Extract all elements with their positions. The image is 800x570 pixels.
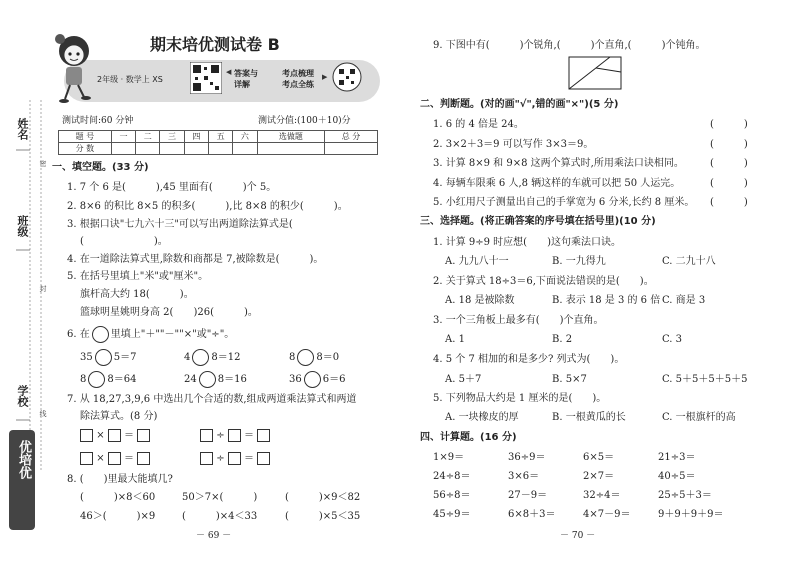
choice-option[interactable]: C. 二九十八 bbox=[662, 256, 716, 267]
choice-option[interactable]: A. 九九八十一 bbox=[445, 256, 509, 267]
answer-box[interactable] bbox=[108, 452, 121, 465]
q6-operand: 35 bbox=[80, 352, 93, 363]
question-1-7: 7. 从 18,27,3,9,6 中选出几个合适的数,组成两道乘法算式和两道 bbox=[67, 394, 357, 405]
score-cell: 四 bbox=[184, 131, 208, 143]
question-1-5b: 篮球明星姚明身高 2( )26( )。 bbox=[80, 307, 258, 318]
angle-figure bbox=[568, 56, 622, 90]
divide-sign: ÷ bbox=[216, 430, 225, 441]
operator-circle[interactable] bbox=[92, 326, 109, 343]
judge-item: 5. 小红用尺子测量出自己的手掌宽为 6 分米,长约 8 厘米。 bbox=[433, 197, 695, 208]
answer-box[interactable] bbox=[80, 429, 93, 442]
section4-header: 四、计算题。(16 分) bbox=[420, 432, 517, 443]
calc-item: 56÷8＝ bbox=[433, 490, 471, 501]
q8-item: ( )×4＜33 bbox=[182, 511, 258, 522]
calc-item: 2×7＝ bbox=[583, 471, 615, 482]
score-cell: 五 bbox=[208, 131, 232, 143]
review-label-1: 考点梳理 bbox=[282, 69, 314, 78]
answer-box[interactable] bbox=[200, 452, 213, 465]
question-1-3-cont: ( )。 bbox=[80, 236, 168, 247]
score-cell: 总 分 bbox=[325, 131, 378, 143]
page-title: 期末培优测试卷 B bbox=[150, 35, 280, 54]
choice-option[interactable]: C. 一根旗杆的高 bbox=[662, 412, 736, 423]
choice-option[interactable]: C. 5＋5＋5＋5＋5 bbox=[662, 374, 748, 385]
calc-item: 27－9＝ bbox=[508, 490, 548, 501]
side-label-class: 班级 bbox=[16, 215, 29, 237]
equals-sign: ＝ bbox=[243, 430, 254, 441]
q6-item bbox=[289, 349, 339, 366]
score-cell: 六 bbox=[233, 131, 257, 143]
score-cell: 二 bbox=[136, 131, 160, 143]
calc-item: 9＋9＋9＋9＝ bbox=[658, 509, 724, 520]
score-table bbox=[58, 130, 378, 155]
answer-box[interactable] bbox=[228, 429, 241, 442]
choice-option[interactable]: B. 一根黄瓜的长 bbox=[552, 412, 626, 423]
q6-post: 里填上"＋""－""×"或"÷"。 bbox=[110, 329, 235, 340]
q6-operand: 36 bbox=[289, 374, 302, 385]
times-sign: × bbox=[96, 453, 105, 464]
judge-item: 1. 6 的 4 倍是 24。 bbox=[433, 119, 524, 130]
brand-logo bbox=[9, 430, 35, 530]
answer-label-2: 详解 bbox=[234, 80, 250, 89]
choice-question: 1. 计算 9÷9 时应想( )这句乘法口诀。 bbox=[433, 237, 621, 248]
judge-item: 2. 3×2＋3＝9 可以写作 3×3＝9。 bbox=[433, 139, 594, 150]
calc-item: 40÷5＝ bbox=[658, 471, 696, 482]
q6-result: 8＝64 bbox=[107, 374, 137, 385]
question-1-9: 9. 下图中有( )个锐角,( )个直角,( )个钝角。 bbox=[433, 40, 706, 51]
qr-code-icon bbox=[190, 62, 222, 94]
operator-circle[interactable] bbox=[199, 371, 216, 388]
divide-sign: ÷ bbox=[216, 453, 225, 464]
choice-option[interactable]: C. 3 bbox=[662, 334, 683, 345]
q6-operand: 8 bbox=[80, 374, 87, 385]
operator-circle[interactable] bbox=[304, 371, 321, 388]
side-label-name: 姓名 bbox=[16, 118, 29, 140]
judge-paren[interactable]: ( ) bbox=[710, 139, 748, 150]
answer-label-1: 答案与 bbox=[234, 69, 258, 78]
question-1-3: 3. 根据口诀"七九六十三"可以写出两道除法算式是( bbox=[67, 219, 363, 230]
calc-item: 4×7－9＝ bbox=[583, 509, 631, 520]
answer-box[interactable] bbox=[200, 429, 213, 442]
choice-option[interactable]: A. 一块橡皮的厚 bbox=[445, 412, 519, 423]
answer-box[interactable] bbox=[108, 429, 121, 442]
q8-item: 50＞7×( ) bbox=[182, 492, 258, 503]
q8-item: ( )×9＜82 bbox=[285, 492, 361, 503]
equals-sign: ＝ bbox=[123, 430, 134, 441]
operator-circle[interactable] bbox=[192, 349, 209, 366]
brand-text: 优培优 bbox=[16, 440, 31, 479]
review-arrow-icon: ▶ bbox=[322, 73, 328, 81]
score-input-cell[interactable] bbox=[184, 143, 208, 155]
section3-header: 三、选择题。(将正确答案的序号填在括号里)(10 分) bbox=[420, 216, 656, 227]
score-input-cell[interactable] bbox=[111, 143, 135, 155]
question-1-2: 2. 8×6 的积比 8×5 的积多( ),比 8×8 的积少( )。 bbox=[67, 201, 348, 212]
binding-strip bbox=[0, 0, 47, 570]
score-table-score-row bbox=[59, 143, 378, 155]
q6-result: 8＝0 bbox=[316, 352, 340, 363]
q7-divide-row bbox=[200, 452, 270, 465]
q6-operand: 8 bbox=[289, 352, 296, 363]
page-number-left: － 69 － bbox=[196, 531, 232, 541]
judge-item: 3. 计算 8×9 和 9×8 这两个算式时,所用乘法口诀相同。 bbox=[433, 158, 684, 169]
q6-result: 6＝6 bbox=[322, 374, 346, 385]
q8-item: ( )×5＜35 bbox=[285, 511, 361, 522]
q8-item: ( )×8＜60 bbox=[80, 492, 156, 503]
choice-option[interactable]: B. 一九得九 bbox=[552, 256, 606, 267]
score-cell: 一 bbox=[111, 131, 135, 143]
score-input-cell[interactable] bbox=[233, 143, 257, 155]
calc-item: 6×8＋3＝ bbox=[508, 509, 556, 520]
calc-item: 45÷9＝ bbox=[433, 509, 471, 520]
question-1-1: 1. 7 个 6 是( ),45 里面有( )个 5。 bbox=[67, 182, 277, 193]
grade-label: 2年级 · 数学上 XS bbox=[97, 75, 163, 84]
choice-option[interactable]: A. 5＋7 bbox=[445, 374, 482, 385]
seal-mark: 密 bbox=[39, 160, 47, 167]
calc-item: 6×5＝ bbox=[583, 452, 615, 463]
calc-item: 24÷8＝ bbox=[433, 471, 471, 482]
score-cell: 题 号 bbox=[59, 131, 112, 143]
q6-operand: 4 bbox=[184, 352, 191, 363]
choice-option[interactable]: B. 5×7 bbox=[552, 374, 587, 385]
choice-question: 5. 下列物品大约是 1 厘米的是( )。 bbox=[433, 393, 607, 404]
section2-header: 二、判断题。(对的画"√",错的画"×")(5 分) bbox=[420, 99, 619, 110]
calc-item: 36÷9＝ bbox=[508, 452, 546, 463]
answer-box[interactable] bbox=[257, 452, 270, 465]
score-input-cell[interactable] bbox=[325, 143, 378, 155]
calc-item: 32÷4＝ bbox=[583, 490, 621, 501]
score-input-cell[interactable] bbox=[208, 143, 232, 155]
calc-item: 25÷5＋3＝ bbox=[658, 490, 712, 501]
choice-question: 2. 关于算式 18÷3＝6,下面说法错误的是( )。 bbox=[433, 276, 654, 287]
times-sign: × bbox=[96, 430, 105, 441]
right-page bbox=[400, 0, 800, 570]
page-number-right: － 70 － bbox=[560, 531, 596, 541]
equals-sign: ＝ bbox=[243, 453, 254, 464]
calc-item: 3×6＝ bbox=[508, 471, 540, 482]
answer-box[interactable] bbox=[228, 452, 241, 465]
score-cell: 分 数 bbox=[59, 143, 112, 155]
q6-item bbox=[184, 371, 247, 388]
operator-circle[interactable] bbox=[297, 349, 314, 366]
q8-item: 46＞( )×9 bbox=[80, 511, 156, 522]
choice-option[interactable]: C. 商是 3 bbox=[662, 295, 706, 306]
q7-multiply-row bbox=[80, 452, 150, 465]
choice-option[interactable]: B. 表示 18 是 3 的 6 倍 bbox=[552, 295, 661, 306]
q7-multiply-row bbox=[80, 429, 150, 442]
test-score: 测试分值:(100＋10)分 bbox=[258, 116, 351, 126]
score-table-header-row bbox=[59, 131, 378, 143]
score-cell: 选做题 bbox=[257, 131, 325, 143]
answer-box[interactable] bbox=[257, 429, 270, 442]
q6-item bbox=[80, 349, 136, 366]
question-1-7-cont: 除法算式。(8 分) bbox=[80, 411, 158, 422]
question-1-8: 8. ( )里最大能填几? bbox=[67, 474, 173, 485]
calc-item: 1×9＝ bbox=[433, 452, 465, 463]
q6-item bbox=[289, 371, 345, 388]
choice-question: 3. 一个三角板上最多有( )个直角。 bbox=[433, 315, 604, 326]
operator-circle[interactable] bbox=[95, 349, 112, 366]
score-cell: 三 bbox=[160, 131, 184, 143]
question-1-5: 5. 在括号里填上"米"或"厘米"。 bbox=[67, 271, 209, 282]
score-input-cell[interactable] bbox=[136, 143, 160, 155]
review-label-2: 考点全练 bbox=[282, 80, 314, 89]
question-1-6 bbox=[67, 326, 234, 343]
judge-item: 4. 每辆车限乘 6 人,8 辆这样的车就可以把 50 人运完。 bbox=[433, 178, 681, 189]
q6-result: 8＝16 bbox=[217, 374, 247, 385]
judge-paren[interactable]: ( ) bbox=[710, 119, 748, 130]
q6-result: 5＝7 bbox=[113, 352, 137, 363]
q6-pre: 6. 在 bbox=[67, 329, 90, 340]
q6-item bbox=[184, 349, 240, 366]
side-label-school: 学校 bbox=[16, 385, 29, 407]
choice-question: 4. 5 个 7 相加的和是多少? 列式为( )。 bbox=[433, 354, 625, 365]
seal-mark-3: 线 bbox=[39, 410, 47, 417]
choice-option[interactable]: A. 1 bbox=[445, 334, 465, 345]
qr-code-round-icon bbox=[332, 62, 362, 92]
judge-paren[interactable]: ( ) bbox=[710, 197, 748, 208]
choice-option[interactable]: B. 2 bbox=[552, 334, 573, 345]
answer-box[interactable] bbox=[137, 429, 150, 442]
q6-operand: 24 bbox=[184, 374, 197, 385]
test-time: 测试时间:60 分钟 bbox=[62, 116, 134, 126]
operator-circle[interactable] bbox=[88, 371, 105, 388]
section1-header: 一、填空题。(33 分) bbox=[52, 162, 149, 173]
answer-box[interactable] bbox=[137, 452, 150, 465]
cartoon-girl-icon bbox=[50, 25, 100, 105]
equals-sign: ＝ bbox=[123, 453, 134, 464]
judge-paren[interactable]: ( ) bbox=[710, 178, 748, 189]
question-1-5a: 旗杆高大约 18( )。 bbox=[80, 289, 194, 300]
score-input-cell[interactable] bbox=[160, 143, 184, 155]
q6-item bbox=[80, 371, 136, 388]
q6-result: 8＝12 bbox=[211, 352, 241, 363]
question-1-4: 4. 在一道除法算式里,除数和商都是 7,被除数是( )。 bbox=[67, 254, 324, 265]
q7-divide-row bbox=[200, 429, 270, 442]
judge-paren[interactable]: ( ) bbox=[710, 158, 748, 169]
answer-box[interactable] bbox=[80, 452, 93, 465]
seal-mark-2: 封 bbox=[39, 285, 47, 292]
score-input-cell[interactable] bbox=[257, 143, 325, 155]
calc-item: 21÷3＝ bbox=[658, 452, 696, 463]
choice-option[interactable]: A. 18 是被除数 bbox=[445, 295, 515, 306]
answer-arrow-icon: ◀ bbox=[226, 68, 232, 76]
